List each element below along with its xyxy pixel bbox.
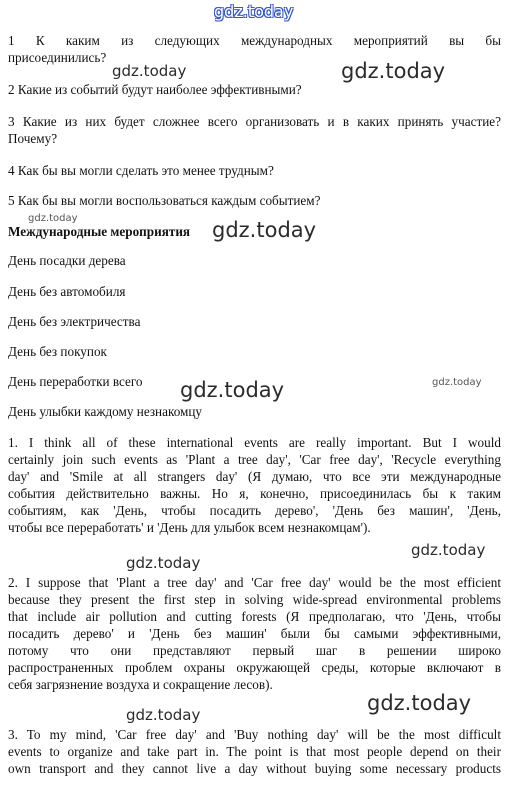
answer-2-line-7: себя загрязнение воздуха и сокращение лесов). <box>8 677 273 692</box>
watermark: gdz.today <box>212 218 317 242</box>
answer-3-line-3: own transport and they cannot live a day without buying some necessary products <box>8 761 501 776</box>
watermark: gdz.today <box>367 691 472 715</box>
answer-3-line-1: 3. To my mind, 'Car free day' and 'Buy nothing day' will be the most difficult <box>8 727 501 742</box>
answer-1-line-6: чтобы все переработать' и 'День для улыбок всем незнакомцам'). <box>8 520 371 535</box>
answer-2-line-1: 2. I suppose that 'Plant a tree day' and 'Car free day' would be the most efficient <box>8 575 501 590</box>
watermark: gdz.today <box>112 62 187 80</box>
question-5-line-1: 5 Как бы вы могли воспользоваться каждым событием? <box>8 193 321 208</box>
answer-3-line-2: events to organize and take part in. The point is that most people depend on their <box>8 744 501 759</box>
question-3-line-1: 3 Какие из них будет сложнее всего организовать и в каких принять участие? <box>8 114 501 129</box>
question-1-line-2: присоединились? <box>8 50 107 65</box>
event-item: День без покупок <box>8 344 107 359</box>
answer-2-line-4: посадить дерево' и 'День без машин' были бы самыми эффективными, <box>8 626 501 641</box>
events-heading: Международные мероприятия <box>8 224 191 239</box>
watermark: gdz.today <box>126 554 201 572</box>
question-3-line-2: Почему? <box>8 131 58 146</box>
answer-1-line-5: событиям, как 'День, чтобы посадить дерево', 'День без машин', 'День, <box>8 503 501 518</box>
question-1-line-1: 1 К каким из следующих международных мероприятий вы бы <box>8 33 501 48</box>
watermark: gdz.today <box>411 541 486 559</box>
answer-2-line-2: because they present the first step in solving wide-spread environmental problems <box>8 592 501 607</box>
event-item: День посадки дерева <box>8 253 126 268</box>
question-4-line-1: 4 Как бы вы могли сделать это менее трудным? <box>8 163 274 178</box>
watermark-top: gdz.today <box>214 2 294 21</box>
answer-1-line-3: day' and 'Smile at all strangers day' (Я думаю, что все эти международные <box>8 469 501 484</box>
watermark: gdz.today <box>126 706 201 724</box>
watermark: gdz.today <box>28 213 78 224</box>
watermark: gdz.today <box>432 377 482 388</box>
answer-1-line-4: события действительно важны. Но я, конечно, присоединилась бы к таким <box>8 486 501 501</box>
answer-2-line-5: потому что они представляют первый шаг в решении широко <box>8 643 501 658</box>
event-item: День без автомобиля <box>8 284 126 299</box>
event-item: День без электричества <box>8 314 141 329</box>
answer-2-line-3: that include air pollution and cutting forests (Я предполагаю, что 'День, чтобы <box>8 609 501 624</box>
answer-1-line-1: 1. I think all of these international events are really important. But I would <box>8 435 501 450</box>
watermark: gdz.today <box>341 59 446 83</box>
answer-1-line-2: certainly join such events as 'Plant a tree day', 'Car free day', 'Recycle everything <box>8 452 501 467</box>
watermark: gdz.today <box>180 378 285 402</box>
event-item: День улыбки каждому незнакомцу <box>8 404 203 419</box>
answer-2-line-6: распространенных проблем охраны окружающей среды, которые включают в <box>8 660 501 675</box>
event-item: День переработки всего <box>8 374 143 389</box>
question-2-line-1: 2 Какие из событий будут наиболее эффективными? <box>8 82 302 97</box>
